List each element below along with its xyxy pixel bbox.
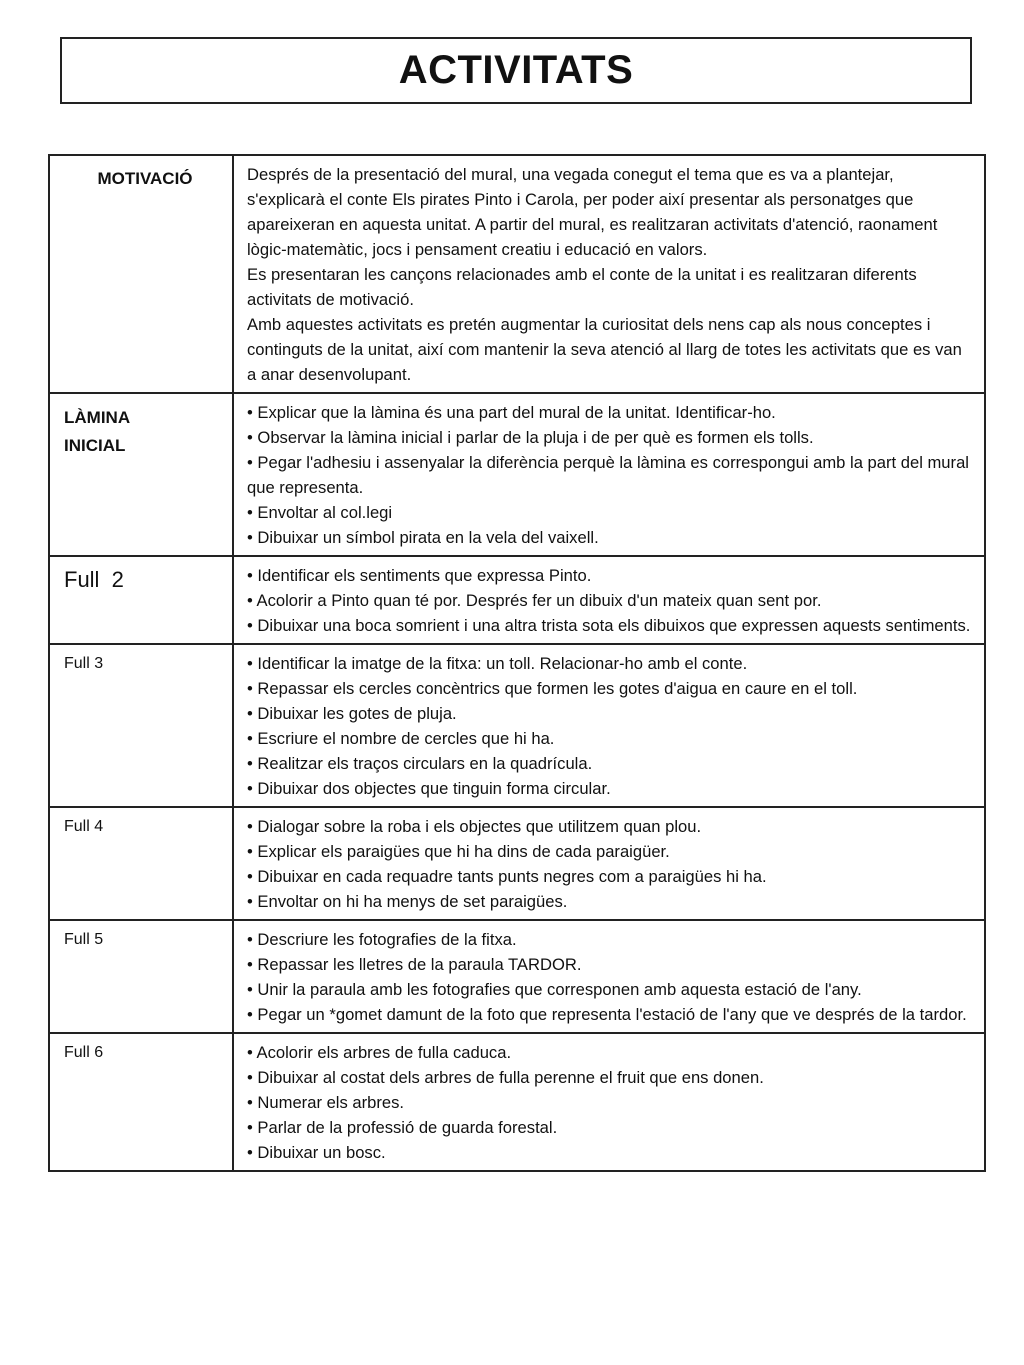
activities-table <box>48 154 986 1172</box>
row-content-cell <box>233 556 985 644</box>
row-content-cell <box>233 807 985 920</box>
table-row-full-2 <box>49 556 985 644</box>
list-item: • Identificar els sentiments que expressa Pinto. <box>247 566 592 585</box>
row-label-cell <box>49 155 233 393</box>
page-title: ACTIVITATS <box>398 48 634 92</box>
list-item: • Parlar de la professió de guarda forestal. <box>247 1118 558 1137</box>
table-row-lamina-inicial <box>49 393 985 556</box>
list-item: • Repassar els cercles concèntrics que formen les gotes d'aigua en caure en el toll. <box>247 679 858 698</box>
list-item: • Acolorir a Pinto quan té por. Després fer un dibuix d'un mateix quan sent por. <box>247 591 822 610</box>
list-item: • Dibuixar dos objectes que tinguin forma circular. <box>247 779 611 798</box>
list-item: • Dibuixar un bosc. <box>247 1143 386 1162</box>
list-item: • Escriure el nombre de cercles que hi ha. <box>247 729 555 748</box>
table-row-full-3 <box>49 644 985 807</box>
table-row-motivacio <box>49 155 985 393</box>
list-item: • Pegar l'adhesiu i assenyalar la diferència perquè la làmina es correspongui amb la part del mural que representa. <box>247 453 969 497</box>
list-item: • Dibuixar un símbol pirata en la vela del vaixell. <box>247 528 599 547</box>
list-item: • Unir la paraula amb les fotografies que corresponen amb aquesta estació de l'any. <box>247 980 862 999</box>
paragraph: Es presentaran les cançons relacionades amb el conte de la unitat i es realitzaran diferents activitats de motivació. <box>247 265 917 309</box>
list-item: • Observar la làmina inicial i parlar de la pluja i de per què es formen els tolls. <box>247 428 814 447</box>
row-label-cell <box>49 644 233 807</box>
list-item: • Envoltar on hi ha menys de set paraigües. <box>247 892 568 911</box>
row-content-cell <box>233 1033 985 1171</box>
list-item: • Dibuixar una boca somrient i una altra trista sota els dibuixos que expressen aquests sentiments. <box>247 616 971 635</box>
list-item: • Descriure les fotografies de la fitxa. <box>247 930 517 949</box>
row-label-cell <box>49 556 233 644</box>
list-item: • Pegar un *gomet damunt de la foto que representa l'estació de l'any que ve després de la tardor. <box>247 1005 967 1024</box>
list-item: • Numerar els arbres. <box>247 1093 405 1112</box>
list-item: • Dialogar sobre la roba i els objectes que utilitzem quan plou. <box>247 817 702 836</box>
row-label-cell <box>49 807 233 920</box>
row-content-cell <box>233 393 985 556</box>
paragraph: Després de la presentació del mural, una vegada conegut el tema que es va a plantejar, s'explicarà el conte Els pirates Pinto i Carola, per poder així presentar als personatges que apareixeran en aquesta unitat. A partir del mural, es realitzaran activitats d'atenció, raonament lògic-matemàtic, jocs i pensament creatiu i educació en valors. <box>247 165 938 259</box>
row-label: Full 5 <box>64 931 104 948</box>
row-label: Full 2 <box>64 567 124 592</box>
list-item: • Dibuixar en cada requadre tants punts negres com a paraigües hi ha. <box>247 867 767 886</box>
table-row-full-5 <box>49 920 985 1033</box>
row-label-cell <box>49 1033 233 1171</box>
row-content-cell <box>233 920 985 1033</box>
row-content-cell <box>233 644 985 807</box>
list-item: • Repassar les lletres de la paraula TARDOR. <box>247 955 582 974</box>
row-label: MOTIVACIÓ <box>97 169 193 188</box>
list-item: • Envoltar al col.legi <box>247 503 393 522</box>
list-item: • Identificar la imatge de la fitxa: un toll. Relacionar-ho amb el conte. <box>247 654 748 673</box>
row-label: Full 6 <box>64 1044 104 1061</box>
row-label-cell <box>49 920 233 1033</box>
list-item: • Dibuixar al costat dels arbres de fulla perenne el fruit que ens donen. <box>247 1068 764 1087</box>
list-item: • Explicar els paraigües que hi ha dins de cada paraigüer. <box>247 842 670 861</box>
list-item: • Explicar que la làmina és una part del mural de la unitat. Identificar-ho. <box>247 403 776 422</box>
title-box <box>60 37 972 104</box>
row-label-cell <box>49 393 233 556</box>
row-label: Full 3 <box>64 655 104 672</box>
list-item: • Dibuixar les gotes de pluja. <box>247 704 457 723</box>
row-label: LÀMINA INICIAL <box>64 408 130 455</box>
list-item: • Realitzar els traços circulars en la quadrícula. <box>247 754 593 773</box>
table-row-full-6 <box>49 1033 985 1171</box>
list-item: • Acolorir els arbres de fulla caduca. <box>247 1043 512 1062</box>
row-content-cell <box>233 155 985 393</box>
row-label: Full 4 <box>64 818 104 835</box>
table-row-full-4 <box>49 807 985 920</box>
paragraph: Amb aquestes activitats es pretén augmentar la curiositat dels nens cap als nous conceptes i continguts de la unitat, així com mantenir la seva atenció al llarg de totes les activitats que es van a anar desenvolupant. <box>247 315 962 384</box>
